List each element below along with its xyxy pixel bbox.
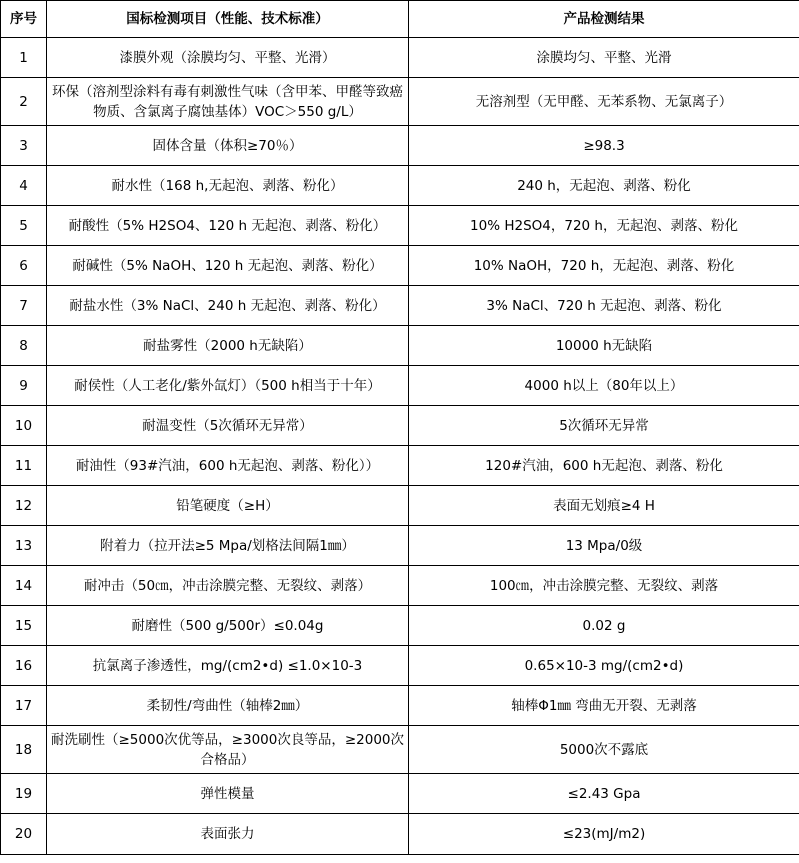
- row-item: 固体含量（体积≥70％）: [47, 126, 409, 166]
- table-row: [1, 286, 799, 326]
- row-item: 环保（溶剂型涂料有毒有刺激性气味（含甲苯、甲醛等致癌物质、含氯离子腐蚀基体）VOC＞550 g/L）: [47, 78, 409, 126]
- row-item: 耐酸性（5% H2SO4、120 h 无起泡、剥落、粉化）: [47, 206, 409, 246]
- row-result: 4000 h以上（80年以上）: [409, 366, 799, 406]
- row-result: 5000次不露底: [409, 726, 799, 774]
- row-item: 耐洗刷性（≥5000次优等品，≥3000次良等品，≥2000次合格品）: [47, 726, 409, 774]
- table-row: [1, 38, 799, 78]
- row-result: 10000 h无缺陷: [409, 326, 799, 366]
- row-item: 铅笔硬度（≥H）: [47, 486, 409, 526]
- table-row: [1, 326, 799, 366]
- row-item: 耐温变性（5次循环无异常）: [47, 406, 409, 446]
- row-result: 0.02 g: [409, 606, 799, 646]
- table-row: [1, 726, 799, 774]
- row-item: 表面张力: [47, 814, 409, 855]
- row-index: 2: [1, 78, 47, 126]
- row-item: 耐碱性（5% NaOH、120 h 无起泡、剥落、粉化）: [47, 246, 409, 286]
- table-row: [1, 646, 799, 686]
- table-row: [1, 774, 799, 814]
- row-item: 耐盐雾性（2000 h无缺陷）: [47, 326, 409, 366]
- row-item: 耐盐水性（3% NaCl、240 h 无起泡、剥落、粉化）: [47, 286, 409, 326]
- row-item: 耐磨性（500 g/500r）≤0.04g: [47, 606, 409, 646]
- row-result: 5次循环无异常: [409, 406, 799, 446]
- row-item: 抗氯离子渗透性，mg/(cm2•d) ≤1.0×10-3: [47, 646, 409, 686]
- row-result: 3% NaCl、720 h 无起泡、剥落、粉化: [409, 286, 799, 326]
- row-index: 17: [1, 686, 47, 726]
- row-index: 11: [1, 446, 47, 486]
- table-row: [1, 406, 799, 446]
- row-result: 10% H2SO4，720 h，无起泡、剥落、粉化: [409, 206, 799, 246]
- row-result: 无溶剂型（无甲醛、无苯系物、无氯离子）: [409, 78, 799, 126]
- row-result: 240 h，无起泡、剥落、粉化: [409, 166, 799, 206]
- row-result: ≥98.3: [409, 126, 799, 166]
- row-index: 10: [1, 406, 47, 446]
- row-result: ≤2.43 Gpa: [409, 774, 799, 814]
- row-item: 耐水性（168 h,无起泡、剥落、粉化）: [47, 166, 409, 206]
- table-row: [1, 526, 799, 566]
- table-row: [1, 686, 799, 726]
- row-item: 耐油性（93#汽油，600 h无起泡、剥落、粉化））: [47, 446, 409, 486]
- row-result: 100㎝，冲击涂膜完整、无裂纹、剥落: [409, 566, 799, 606]
- row-result: 0.65×10-3 mg/(cm2•d): [409, 646, 799, 686]
- table-row: [1, 566, 799, 606]
- row-result: ≤23(mJ/m2): [409, 814, 799, 855]
- row-result: 13 Mpa/0级: [409, 526, 799, 566]
- row-result: 120#汽油，600 h无起泡、剥落、粉化: [409, 446, 799, 486]
- row-index: 16: [1, 646, 47, 686]
- row-index: 19: [1, 774, 47, 814]
- table-row: [1, 446, 799, 486]
- table-row: [1, 606, 799, 646]
- row-index: 8: [1, 326, 47, 366]
- row-result: 轴棒Φ1㎜ 弯曲无开裂、无剥落: [409, 686, 799, 726]
- row-index: 3: [1, 126, 47, 166]
- table-row: [1, 126, 799, 166]
- table-row: [1, 814, 799, 855]
- header-result: 产品检测结果: [409, 1, 799, 38]
- row-index: 18: [1, 726, 47, 774]
- header-item: 国标检测项目（性能、技术标准）: [47, 1, 409, 38]
- row-item: 漆膜外观（涂膜均匀、平整、光滑）: [47, 38, 409, 78]
- header-index: 序号: [1, 1, 47, 38]
- table-row: [1, 206, 799, 246]
- row-index: 5: [1, 206, 47, 246]
- row-index: 20: [1, 814, 47, 855]
- row-index: 9: [1, 366, 47, 406]
- row-item: 耐冲击（50㎝，冲击涂膜完整、无裂纹、剥落）: [47, 566, 409, 606]
- row-item: 弹性模量: [47, 774, 409, 814]
- row-index: 12: [1, 486, 47, 526]
- row-index: 1: [1, 38, 47, 78]
- row-index: 13: [1, 526, 47, 566]
- table-row: [1, 366, 799, 406]
- table-row: [1, 246, 799, 286]
- row-index: 6: [1, 246, 47, 286]
- row-index: 7: [1, 286, 47, 326]
- header-row: [1, 1, 799, 38]
- table-row: [1, 166, 799, 206]
- row-item: 附着力（拉开法≥5 Mpa/划格法间隔1㎜）: [47, 526, 409, 566]
- table-row: [1, 78, 799, 126]
- row-result: 涂膜均匀、平整、光滑: [409, 38, 799, 78]
- row-result: 10% NaOH，720 h，无起泡、剥落、粉化: [409, 246, 799, 286]
- row-item: 耐侯性（人工老化/紫外氙灯）（500 h相当于十年）: [47, 366, 409, 406]
- table-row: [1, 486, 799, 526]
- row-index: 4: [1, 166, 47, 206]
- row-result: 表面无划痕≥4 H: [409, 486, 799, 526]
- row-index: 15: [1, 606, 47, 646]
- row-index: 14: [1, 566, 47, 606]
- row-item: 柔韧性/弯曲性（轴棒2㎜）: [47, 686, 409, 726]
